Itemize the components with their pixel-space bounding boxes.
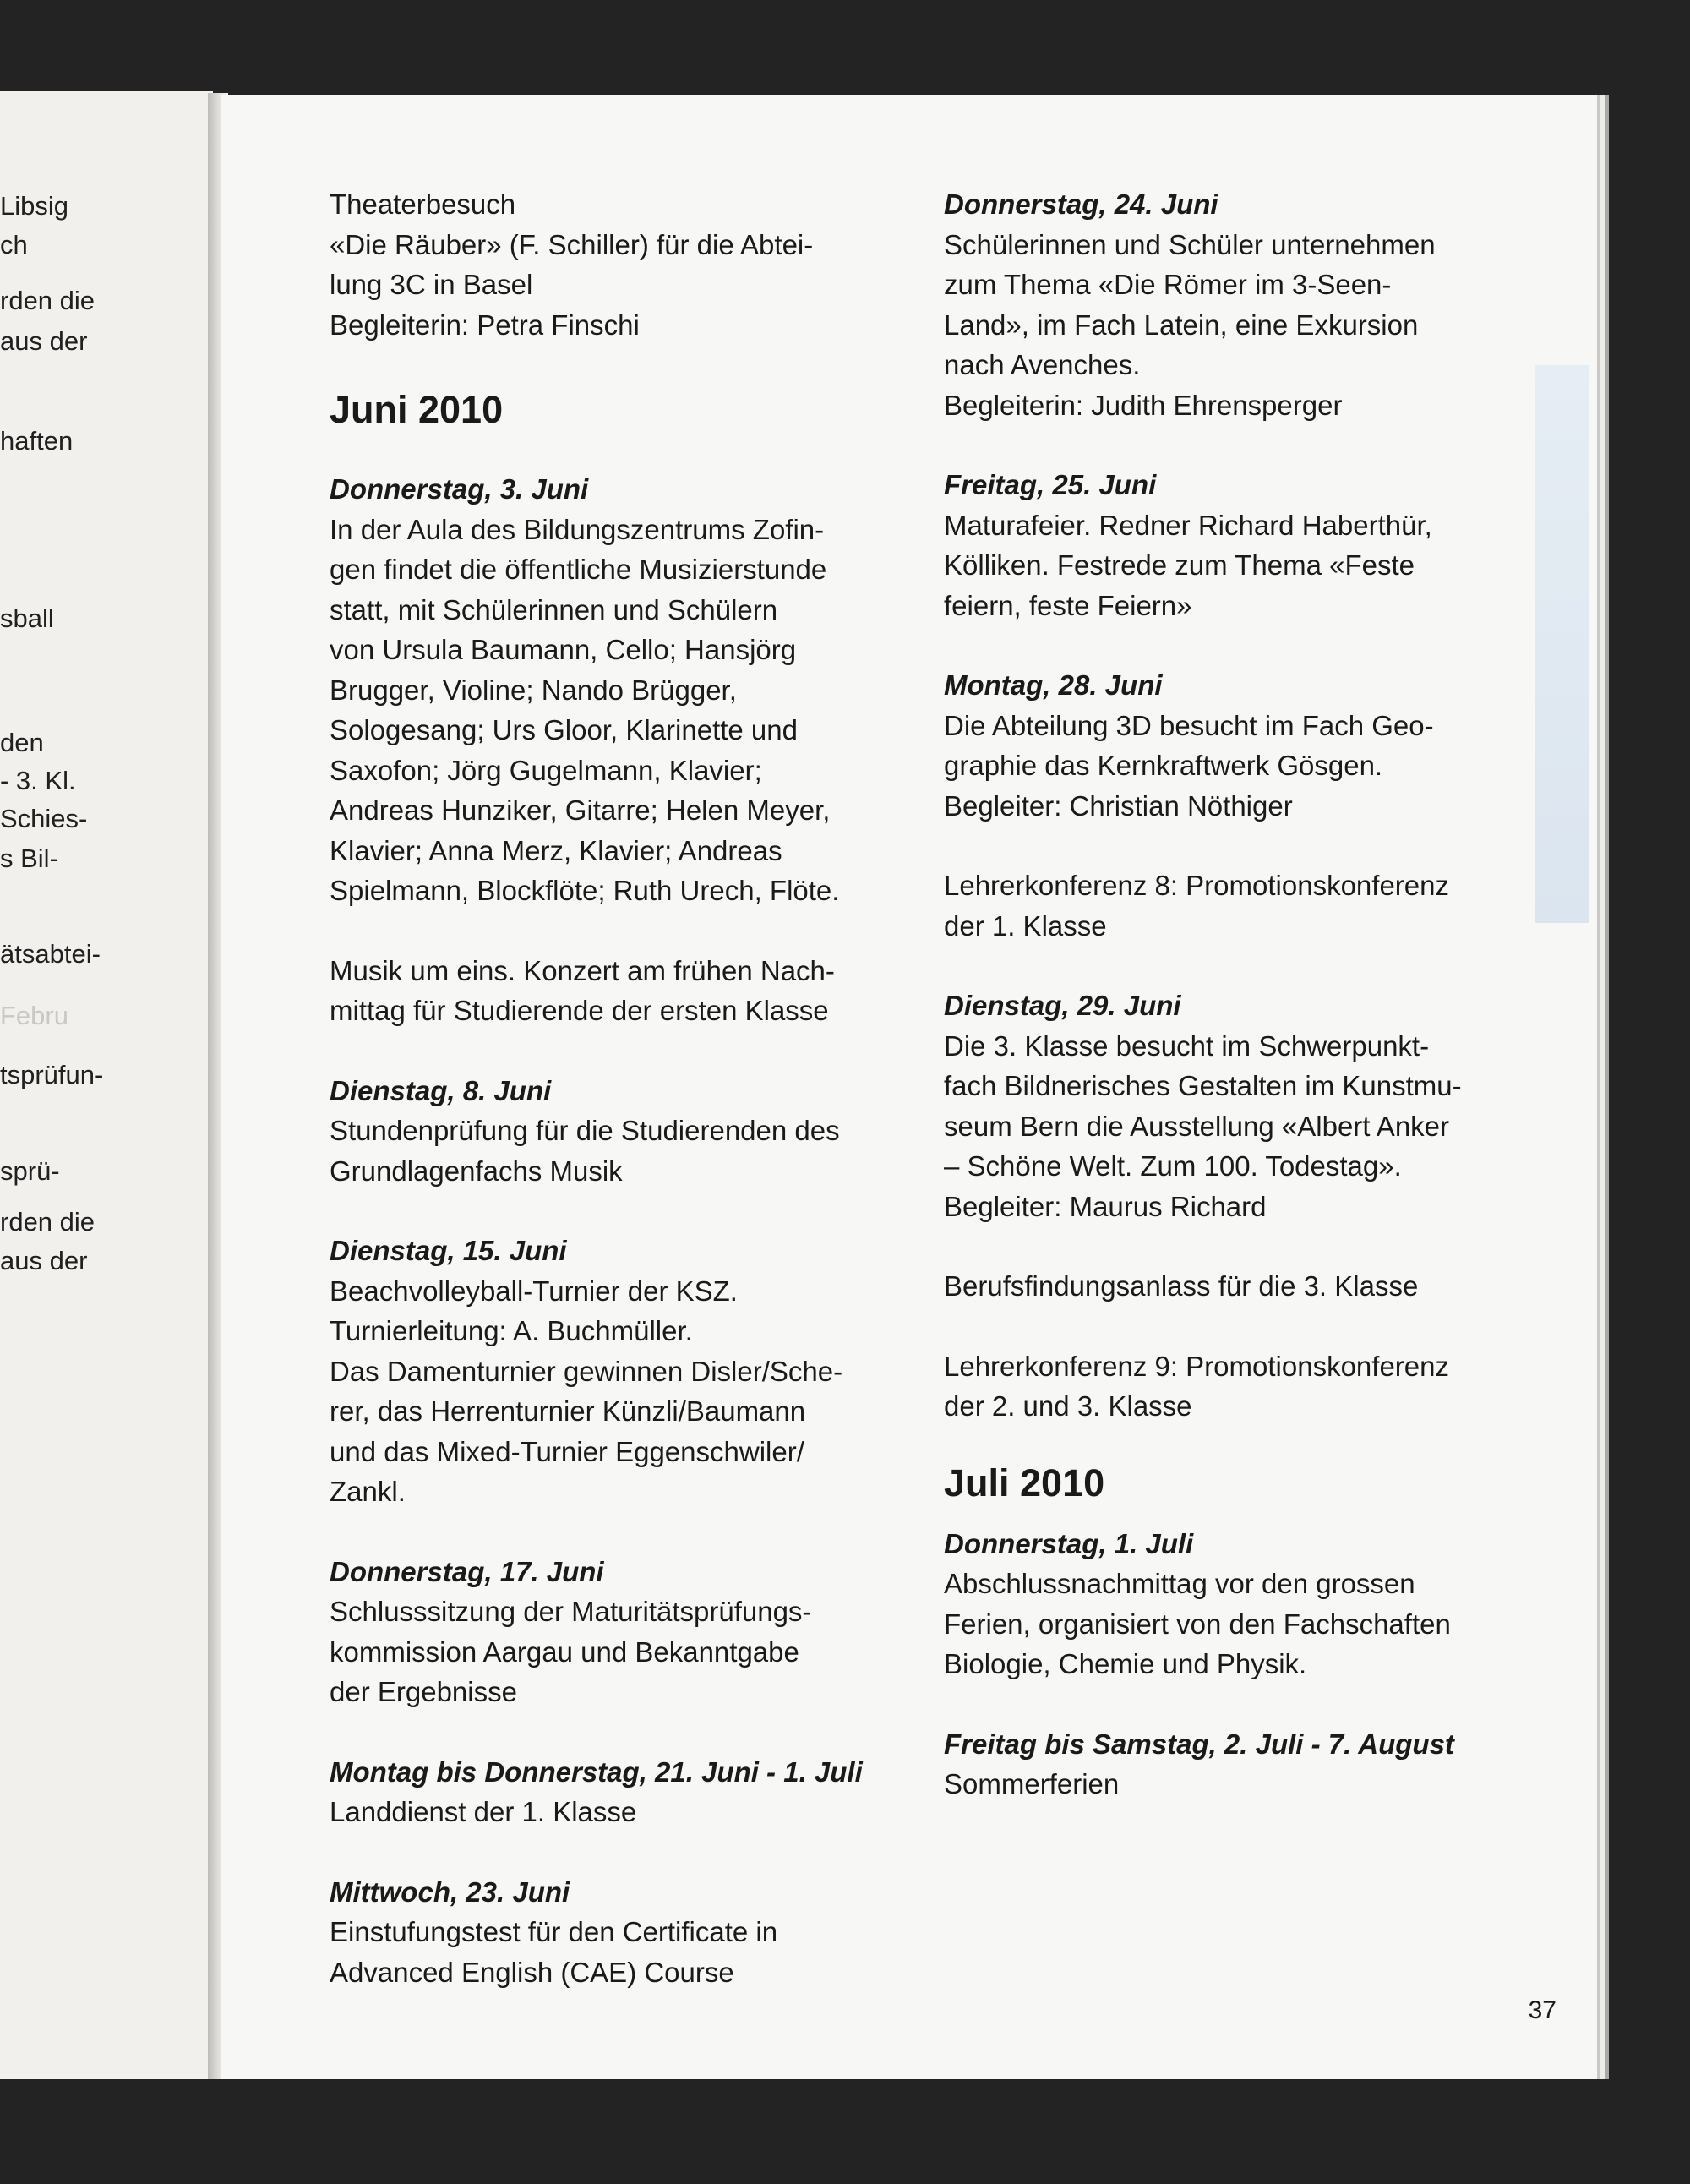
facing-page-fragment: ch	[0, 230, 28, 259]
facing-page-fragment: aus der	[0, 326, 88, 356]
calendar-entry	[330, 1872, 921, 1993]
entry-text-line: feiern, feste Feiern»	[944, 589, 1192, 621]
facing-page-fragment: Schies-	[0, 804, 88, 833]
entry-text-line: Advanced English (CAE) Course	[330, 1956, 734, 1988]
right-entries-after	[944, 1524, 1552, 1805]
intro-line: «Die Räuber» (F. Schiller) für die Abtei-	[330, 228, 814, 260]
entry-text-line: Einstufungstest für den Certificate in	[330, 1916, 778, 1947]
entry-text-line: Andreas Hunziker, Gitarre; Helen Meyer,	[330, 794, 831, 826]
facing-page-fragment: haften	[0, 426, 74, 456]
calendar-entry	[944, 184, 1552, 425]
right-column	[944, 184, 1552, 1844]
entry-date: Donnerstag, 17. Juni	[330, 1555, 604, 1587]
entry-text-line: der 1. Klasse	[944, 909, 1107, 942]
facing-page-fragment: Libsig	[0, 191, 68, 221]
facing-page-fragment: rden die	[0, 286, 95, 315]
entry-text-line: Ferien, organisiert von den Fachschaften	[944, 1608, 1451, 1640]
calendar-entry	[944, 1524, 1552, 1684]
entry-date: Donnerstag, 3. Juni	[330, 473, 589, 505]
facing-page-fragment: ätsabtei-	[0, 939, 101, 969]
facing-page-fragment: Febru	[0, 1001, 68, 1030]
entry-text-line: rer, das Herrenturnier Künzli/Baumann	[330, 1395, 806, 1427]
entry-text-line: Landdienst der 1. Klasse	[330, 1796, 637, 1827]
entry-date: Dienstag, 29. Juni	[944, 990, 1181, 1021]
entry-text-line: graphie das Kernkraftwerk Gösgen.	[944, 750, 1383, 781]
entry-text-line: Beachvolleyball-Turnier der KSZ.	[330, 1275, 738, 1307]
calendar-entry	[330, 1071, 921, 1192]
calendar-entry	[944, 986, 1552, 1226]
entry-date: Freitag bis Samstag, 2. Juli - 7. August	[944, 1728, 1454, 1760]
entry-date: Donnerstag, 1. Juli	[944, 1527, 1194, 1559]
entry-text-line: fach Bildnerisches Gestalten im Kunstmu-	[944, 1070, 1462, 1101]
entry-text-line: Begleiter: Christian Nöthiger	[944, 789, 1293, 822]
entry-date: Donnerstag, 24. Juni	[944, 188, 1218, 220]
entry-text-line: kommission Aargau und Bekanntgabe	[330, 1635, 799, 1668]
month-heading-juni: Juni 2010	[330, 388, 504, 431]
intro-block	[330, 184, 921, 345]
calendar-entry	[944, 1346, 1552, 1427]
entry-date: Dienstag, 15. Juni	[330, 1235, 567, 1266]
entry-date: Montag, 28. Juni	[944, 669, 1163, 701]
entry-text-line: zum Thema «Die Römer im 3-Seen-	[944, 269, 1392, 300]
entry-text-line: Stundenprüfung für die Studierenden des	[330, 1115, 840, 1146]
entry-text-line: Schlusssitzung der Maturitätsprüfungs-	[330, 1596, 812, 1627]
intro-line: Theaterbesuch	[330, 188, 516, 220]
entry-text-line: Klavier; Anna Merz, Klavier; Andreas	[330, 834, 782, 866]
entry-text-line: Land», im Fach Latein, eine Exkursion	[944, 308, 1419, 341]
entry-date: Freitag, 25. Juni	[944, 469, 1157, 500]
facing-page-fragment: aus der	[0, 1246, 88, 1275]
calendar-entry	[330, 469, 921, 911]
entry-text-line: von Ursula Baumann, Cello; Hansjörg	[330, 634, 797, 665]
facing-page-fragment: rden die	[0, 1207, 95, 1237]
entry-date: Dienstag, 8. Juni	[330, 1074, 552, 1106]
entry-text-line: Turnierleitung: A. Buchmüller.	[330, 1315, 693, 1346]
entry-text-line: Berufsfindungsanlass für die 3. Klasse	[944, 1270, 1419, 1302]
entry-text-line: Spielmann, Blockflöte; Ruth Urech, Flöte.	[330, 875, 840, 906]
intro-line: lung 3C in Basel	[330, 269, 533, 300]
facing-page	[0, 91, 213, 2079]
document-page	[221, 95, 1597, 2079]
left-column	[330, 184, 921, 2032]
calendar-entry	[944, 1266, 1552, 1307]
entry-date: Mittwoch, 23. Juni	[330, 1876, 570, 1908]
calendar-entry	[944, 665, 1552, 826]
entry-text-line: – Schöne Welt. Zum 100. Todestag».	[944, 1150, 1402, 1182]
entry-text-line: Die 3. Klasse besucht im Schwerpunkt-	[944, 1029, 1430, 1062]
entry-text-line: Lehrerkonferenz 9: Promotionskonferenz	[944, 1350, 1449, 1382]
calendar-entry	[944, 1724, 1552, 1805]
entry-text-line: Grundlagenfachs Musik	[330, 1155, 623, 1187]
entry-text-line: gen findet die öffentliche Musizierstunde	[330, 554, 827, 585]
entry-text-line: Abschlussnachmittag vor den grossen	[944, 1568, 1415, 1599]
entry-text-line: und das Mixed-Turnier Eggenschwiler/	[330, 1435, 804, 1467]
entry-text-line: Musik um eins. Konzert am frühen Nach-	[330, 954, 835, 986]
entry-text-line: Saxofon; Jörg Gugelmann, Klavier;	[330, 754, 762, 786]
calendar-entry	[944, 465, 1552, 625]
entry-date: Montag bis Donnerstag, 21. Juni - 1. Juli	[330, 1755, 863, 1788]
intro-line: Begleiterin: Petra Finschi	[330, 308, 640, 341]
entry-text-line: seum Bern die Ausstellung «Albert Anker	[944, 1110, 1450, 1142]
entry-text-line: In der Aula des Bildungszentrums Zofin-	[330, 513, 825, 545]
facing-page-fragment: tsprüfun-	[0, 1060, 104, 1089]
calendar-entry	[330, 1231, 921, 1512]
entry-text-line: Sologesang; Urs Gloor, Klarinette und	[330, 714, 798, 745]
entry-text-line: Kölliken. Festrede zum Thema «Feste	[944, 549, 1415, 581]
calendar-entry	[330, 951, 921, 1031]
entry-text-line: Die Abteilung 3D besucht im Fach Geo-	[944, 709, 1434, 741]
entry-text-line: Schülerinnen und Schüler unternehmen	[944, 228, 1436, 260]
left-entries	[330, 469, 921, 1992]
entry-text-line: statt, mit Schülerinnen und Schülern	[330, 593, 778, 625]
page-number: 37	[1528, 1996, 1556, 2024]
entry-text-line: Sommerferien	[944, 1768, 1120, 1799]
entry-text-line: nach Avenches.	[944, 349, 1141, 380]
entry-text-line: Zankl.	[330, 1476, 406, 1507]
facing-page-fragment: den	[0, 728, 44, 757]
entry-text-line: Brugger, Violine; Nando Brügger,	[330, 674, 737, 706]
facing-page-fragment: sprü-	[0, 1156, 60, 1186]
entry-text-line: Begleiterin: Judith Ehrensperger	[944, 389, 1343, 421]
calendar-entry	[330, 1552, 921, 1712]
entry-text-line: mittag für Studierende der ersten Klasse	[330, 995, 829, 1026]
facing-page-fragment: sball	[0, 603, 54, 633]
right-entries-before	[944, 184, 1552, 1427]
entry-text-line: Maturafeier. Redner Richard Haberthür,	[944, 509, 1432, 541]
entry-text-line: Begleiter: Maurus Richard	[944, 1190, 1267, 1222]
entry-text-line: Das Damenturnier gewinnen Disler/Sche-	[330, 1355, 843, 1387]
calendar-entry	[330, 1752, 921, 1832]
entry-text-line: der 2. und 3. Klasse	[944, 1390, 1192, 1422]
entry-text-line: Biologie, Chemie und Physik.	[944, 1648, 1307, 1679]
entry-text-line: der Ergebnisse	[330, 1676, 517, 1707]
facing-page-fragment: s Bil-	[0, 844, 58, 873]
entry-text-line: Lehrerkonferenz 8: Promotionskonferenz	[944, 870, 1449, 901]
facing-page-fragment: - 3. Kl.	[0, 766, 76, 795]
month-heading-juli: Juli 2010	[944, 1461, 1105, 1504]
calendar-entry	[944, 865, 1552, 946]
